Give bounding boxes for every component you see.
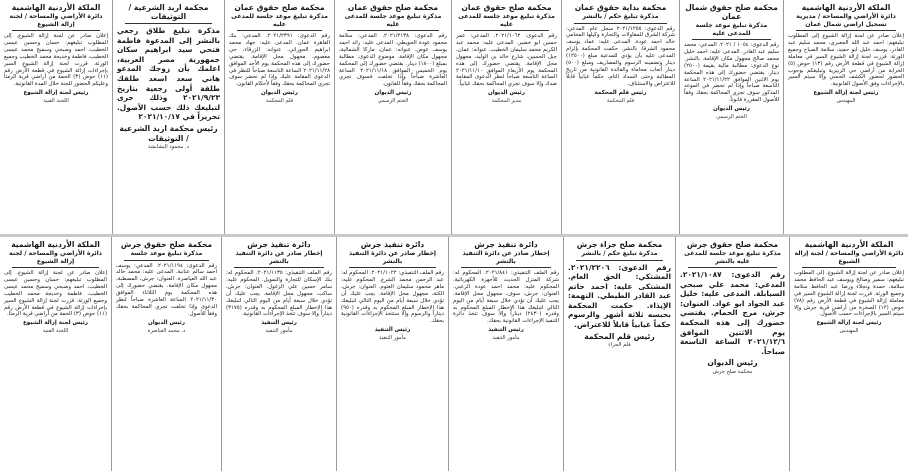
notice-body-text: رقم الدعوى: ٢٠٢١/١٢٥٥ سجل عام. المدعي: شركة الشرق للمقاولات والتجارة وكيلها المحامي خالد احمد عودة. المدعى عليه: عماد يوسف محمود الشرفا. بالنشر. حكمت المحكمة بإلزام المدعى عليه بأن يؤدي للمدعية مبلغ (١٢٥٠٠) دينار وتضمينه الرسوم والمصاريف ومبلغ (٥٠٠) دينار أتعاب محاماة والفائدة القانونية من تاريخ المطالبة وحتى السداد التام، حكماً غيابياً قابلاً للاعتراض والاستئناف. (566, 25, 676, 87)
notice-body-text: رقم الملف التنفيذي: ٢٠٢١/٨٤١. المحكوم له: شركة المنزل الحديث للأجهزة الكهربائية. المحكوم عليه: محمد احمد عودة الزعبي. العنوان: جرش، سوف، مجهول محل الإقامة. يجب عليك أن تؤدي خلال سبعة أيام من اليوم التالي لتبليغك هذا الإخطار المبلغ المحكوم به وقدره (٢٤٣٠) ديناراً وإلا سوف تتخذ دائرة التنفيذ الإجراءات القانونية بحقك. (453, 270, 559, 325)
notice-subtitle: دائرة الأراضي والمساحة / مديرية تسجيل اراضي شمال عمان (796, 13, 896, 28)
notice-stamp-text: مدير المحكمة (491, 98, 522, 105)
notice-stamp-text: مأمور التنفيذ (378, 335, 407, 342)
notice-court-title: محكمة صلح حقوق جرش (686, 240, 779, 249)
notice-signatory: رئيس لجنة إزالة الشيوع (23, 90, 89, 97)
notice-divider (688, 267, 777, 268)
notice-divider (12, 267, 99, 268)
notice-column (783, 0, 908, 234)
notice-column (221, 237, 336, 471)
notice-signatory: رئيس التنفيذ (488, 327, 524, 334)
notice-signatory: رئيس لجنة إزالة الشيوع (22, 320, 89, 327)
notice-stamp-text: مأمور التنفيذ (492, 335, 520, 342)
notice-court-title: دائرة تنفيذ جرش (247, 240, 311, 249)
notice-stamp-text: المهندس (836, 98, 856, 105)
notice-signatory: رئيس الديوان (707, 358, 758, 368)
notice-body-text: رقم الملف التنفيذي: ٢٠٢١/١٠٢٢. المحكوم له: عبد الرحمن محمد الشرع. المحكوم عليه: ماهر محمود سليمان العتوم. العنوان: جرش، الكتة، مجهول محل الإقامة. يجب عليك أن تؤدي خلال سبعة أيام من اليوم التالي لتبليغك هذا الإخطار المبلغ المحكوم به وقدره (٩٥٠) ديناراً والرسوم وإلا ستتخذ الإجراءات القانونية بحقك. (341, 270, 444, 325)
notice-subtitle: مذكرة تبليغ حكم / بالنشر (582, 13, 659, 20)
notice-divider (125, 23, 212, 24)
notice-column (561, 0, 679, 234)
notice-court-title: الملكة الأردنية الهاشمية (801, 3, 891, 12)
notice-signatory: رئيس قلم المحكمة (584, 331, 655, 341)
notice-divider (464, 30, 549, 31)
notice-subtitle: مذكرة تبليغ موعد جلسة للمدعى عليه بالنشر (684, 250, 781, 265)
notice-court-title: محكمة صلح حقوق شمال عمان (685, 3, 778, 21)
notice-body-text: رقم الدعوى: ٢٠٢١/١٠٨٧. المدعي: محمد علي صبحي السبابلة. المدعى عليه: خليل عبد الجواد ابو عواد. العنوان: جرش، مرج الحمام. يقتضي حضورك إلى هذه المحكمة يوم الاثنين الموافق ٢٠٢١/١٢/٦ الساعة التاسعة صباحاً. (680, 270, 785, 356)
notice-court-title: محكمة صلح حقوق عمان (347, 3, 439, 12)
notice-stamp-text: الختم الرسمي (377, 98, 409, 105)
notice-subtitle: إخطار صادر عن دائرة التنفيذ بالنشر (235, 250, 323, 265)
notice-divider (802, 267, 896, 268)
notice-body-text: رقم الدعوى: ٢٠٢١/٢٣٩١. المدعي: بنك القاهرة عمان. المدعى عليه: جهاد محمد ابراهيم الحوراني. عنوانه: الزرقاء، حي معصوم، مجهول محل الإقامة. يقتضي حضورك إلى هذه المحكمة يوم الأحد الموافق ٢٠٢١/١١/٢٨ الساعة التاسعة صباحاً للنظر في الدعوى المقامة عليك وإذا لم تحضر سوف تجري المحاكمة بحقك وفقاً لأحكام القانون. (229, 33, 330, 88)
notice-subtitle: مذكرة تبليغ موعد جلسة للمدعى عليه (231, 13, 328, 28)
notice-signatory: رئيس قلم المحكمة (594, 89, 647, 96)
notice-subtitle: مذكرة تبليغ موعد جلسة للمدعى عليه (458, 13, 555, 28)
notice-court-title: محكمة صلح جزاء جرش (576, 240, 663, 249)
notice-divider (124, 260, 209, 261)
notice-signatory: رئيس الديوان (374, 90, 412, 97)
notice-subtitle: دائرة الأراضي والمساحة / لجنة إزالة الشيوع (794, 250, 904, 265)
notice-stamp-text: قلم المحكمة (265, 98, 294, 105)
notice-signatory: رئيس لجنة إزالة الشيوع (813, 90, 879, 97)
notice-divider (574, 23, 667, 24)
notice-subtitle: دائرة الأراضي والمساحة / لجنة إزالة الشيوع (9, 250, 102, 265)
notice-divider (796, 30, 896, 31)
notice-signatory: رئيس التنفيذ (374, 327, 411, 334)
notice-subtitle: مذكرة تبليغ موعد جلسة (130, 250, 203, 257)
notice-column (334, 0, 451, 234)
notice-stamp-text: اللجنة الفنية (43, 98, 69, 105)
notice-court-title: الملكة الأردنية الهاشمية (11, 3, 101, 12)
notice-signatory: رئيس التنفيذ (261, 320, 297, 327)
notice-court-title: الملكة الأردنية الهاشمية (804, 240, 894, 249)
notice-column (111, 237, 221, 471)
notice-column (0, 237, 111, 471)
notice-divider (692, 39, 771, 40)
notice-column (563, 237, 675, 471)
notice-stamp-text: د. محمود البشابشة (147, 144, 190, 151)
notice-subtitle: مذكرة تبليغ موعد جلسة للمدعى عليه (695, 22, 768, 37)
notice-subtitle: إخطار صادر عن دائرة التنفيذ بالنشر (348, 250, 437, 265)
notice-column (0, 0, 112, 234)
notice-body-text: رقم الملف التنفيذي: ٢٠٢١/١١٣٥. المحكوم له: بنك الإسكان للتجارة والتمويل. المحكوم عليه: سامر حسين علي الزغول. العنوان: جرش، ساكب، مجهول محل الإقامة. يجب عليك أن تؤدي خلال سبعة أيام من اليوم التالي لتبليغك هذا الإخطار المبلغ المحكوم به وقدره (٣١٧٥) ديناراً وإلا سوف تتخذ الإجراءات القانونية. (226, 270, 332, 318)
notice-court-title: محكمة بداية حقوق عمان (574, 3, 667, 12)
notice-body-text: رقم الدعوى: ١٠٥٤ / ٢٠٢١. المدعي: محمد سليم عبد القادر. المدعى عليه: احمد خليل محمد صالح مجهول مكان الإقامة. بالنشر. نوع الدعوى: مطالبة مالية بقيمة (٢٥٠٠) دينار. يقتضي حضورك إلى هذه المحكمة يوم الاثنين الموافق ٢٠٢١/١١/٢٢ الساعة التاسعة صباحاً وإذا لم تحضر في الموعد المذكور سوف تجري المحاكمة بحقك وفقاً للأصول المقررة قانوناً. (684, 42, 779, 104)
notice-column (448, 237, 563, 471)
notice-stamp-text: الختم الرسمي (716, 114, 747, 121)
notice-court-title: محكمة اربد الشرعية / التوثيقات (128, 3, 209, 21)
notice-stamp-text: مأمور التنفيذ (265, 328, 293, 335)
notice-body-text: إعلان صادر عن لجنة إزالة الشيوع. إلى المطلوب تبليغهم: حسان وحسين عيسى الخطيب، احمد وصبحي وسميح محمد عيسى الخطيب، فاطمة وخديجة محمد الخطيب وجميع الورثة. قررت لجنة إزالة الشيوع السير بإجراءات إزالة الشيوع في قطعة الأرض رقم (١١) حوض (٣) الحمة من أراضي قرية الرمثا. (4, 270, 107, 318)
notice-column (451, 0, 561, 234)
notice-body-text: رقم الدعوى: ٢٠٢١/٢١٣٨. المدعي: سلامة محمود عودة الحويطي. المدعى عليه: رائد احمد يوسف عوض. عنوانه: عمان، ماركا الشمالية، مجهول مكان الإقامة. موضوع الدعوى: مطالبة بمبلغ (١٨٠٠) دينار. يقتضي حضورك إلى المحكمة يوم الخميس الموافق ٢٠٢١/١١/١٨ الساعة العاشرة صباحاً وإذا تخلفت فسوف تجري المحاكمة بحقك وفقاً للقانون. (339, 33, 448, 88)
notice-signatory: رئيس الديوان (260, 90, 298, 97)
notice-divider (349, 267, 436, 268)
notice-column (679, 0, 783, 234)
notice-body-text: إعلان صادر عن لجنة إزالة الشيوع إلى المطلوب تبليغهم: احمد عبد الله الجعبري، محمد سليم عبد القادر، يوسف خليل ابو حميد، سلامة الصباح وجميع الورثة. قررت لجنة إزالة الشيوع السير في معاملة إزالة الشيوع في قطعة الأرض رقم (١٣) حوض (٥) الخرابة من أراضي حي الزبيرية وتبليغكم بوجوب الحضور لحضور الكشف الحسي وإلا سيتم السير بالإجراءات وفق الأصول القانونية. (788, 33, 904, 88)
notice-court-title: دائرة تنفيذ جرش (360, 240, 425, 249)
notice-stamp-text: محكمة صلح جرش (712, 368, 753, 375)
notice-subtitle: مذكرة تبليغ حكم / بالنشر (581, 250, 658, 257)
notice-stamp-text: اللجنة الفنية (42, 328, 69, 335)
notice-divider (576, 260, 663, 261)
notice-column (675, 237, 789, 471)
notice-stamp-text: المهندس (839, 328, 859, 335)
notice-stamp-text: قلم المحكمة (606, 97, 635, 104)
notice-court-title: الملكة الأردنية الهاشمية (11, 240, 100, 249)
notice-subtitle: دائرة الأراضي والمساحة / لجنة إزالة الشيوع (9, 13, 103, 28)
notice-signatory: رئيس الديوان (712, 106, 750, 113)
notice-court-title: محكمة صلح حقوق عمان (234, 3, 325, 12)
notice-body-text: رقم الدعوى: ٢٠٢١/٢٢٠٦. المشتكي: الحق العام. المشتكى عليه: احمد حاتم عبد القادر الطيطي. التهمة: الإيذاء. حكمت المحكمة بحبسه ثلاثة أشهر والرسوم حكماً غيابياً قابلاً للاعتراض. (568, 262, 671, 330)
notice-stamp-text: د. محمد العياصرة (147, 327, 186, 334)
notice-divider (234, 267, 324, 268)
notice-body-text: مذكرة تبليغ طلاق رجعي بالنشر إلى المدعوة فاطمة فتحي سيد ابراهيم سكان جمهورية مصر العربية، اعلمك بأن زوجك المدعو هاني سعد اسعد طلقك طلقة أولى رجعية بتاريخ ٢٠٢١/٩/٢٣ وذلك جرى لتبليغك ذلك حسب الأصول. تحريراً في ٢٠٢١/١٠/١٧ (117, 26, 220, 122)
notice-column (224, 0, 334, 234)
notices-row-top (0, 0, 908, 234)
notice-signatory: رئيس الديوان (147, 319, 185, 326)
notice-divider (461, 267, 551, 268)
notice-body-text: رقم الدعوى: ٢٠٢١/١٠٦٢. المدعي: عمر حسين ابو خضير. المدعى عليه: محمد عبد الكريم محمد سليمان الخطيب. عنوانه: عمان، جبل الحسين، شارع خالد بن الوليد، مجهول محل الإقامة. يقتضي حضورك إلى هذه المحكمة يوم الأربعاء الموافق ٢٠٢١/١١/١٠ الساعة التاسعة صباحاً لنظر الدعوى المقامة ضدك وإلا سوف تجري المحاكمة بحقك غيابياً. (456, 33, 557, 88)
notice-court-title: دائرة تنفيذ جرش (474, 240, 538, 249)
notice-column (789, 237, 908, 471)
notice-column (336, 237, 448, 471)
notices-row-bottom (0, 237, 908, 471)
notice-column (112, 0, 224, 234)
notice-signatory: رئيس الديوان (487, 90, 525, 97)
notice-subtitle: مذكرة تبليغ موعد جلسة للمدعى عليه (344, 13, 442, 28)
notice-body-text: رقم الدعوى: ٢٠٢١/١١٩٤. المدعي: يوسف احمد سالم عنانبة. المدعى عليه: محمد خالد عبد الله العياصرة. العنوان: جرش، المصطبة، مجهول مكان الإقامة. يقتضي حضورك إلى هذه المحكمة يوم الثلاثاء الموافق ٢٠٢١/١١/٣٠ الساعة العاشرة صباحاً لنظر الدعوى وإذا تخلفت تجري المحاكمة بحقك وفقاً للأصول. (116, 262, 218, 317)
notice-body-text: إعلان صادر عن لجنة إزالة الشيوع. إلى المطلوب تبليغهم: حسان وحسين عيسى الخطيب، احمد وصبحي وسميح محمد عيسى الخطيب، فاطمة وخديجة محمد الخطيب وجميع الورثة. قررت لجنة إزالة الشيوع السير بإجراءات إزالة الشيوع في قطعة الأرض رقم (١١) حوض (٣) الحمة من أراضي قرية الرمثا وعليكم الحضور للجنة خلال المدة القانونية. (4, 33, 108, 88)
notice-court-title: محكمة صلح حقوق جرش (120, 240, 213, 249)
notice-court-title: محكمة صلح حقوق عمان (461, 3, 552, 12)
notice-divider (12, 30, 100, 31)
notice-signatory: رئيس لجنة إزالة الشيوع (816, 320, 882, 327)
notice-body-text: إعلان صادر عن لجنة إزالة الشيوع. إلى المطلوب تبليغهم: سمير وصالح ويوسف عبد الحافظ محمد سلامة، حمدة ونجلاء ورضا عبد الحافظ سلامة وجميع الورثة. قررت لجنة إزالة الشيوع السير في معاملة إزالة الشيوع في قطعة الأرض رقم (٧٨) حوض (١٢) الصخرة من أراضي قرية جرش وإلا سيتم السير بالإجراءات حسب الأصول. (794, 270, 904, 318)
notice-signatory: رئيس محكمة اربد الشرعية / التوثيقات (119, 123, 218, 143)
notice-stamp-text: قلم الجزاء (608, 342, 631, 349)
notice-divider (347, 30, 439, 31)
notice-divider (237, 30, 322, 31)
notice-subtitle: إخطار صادر عن دائرة التنفيذ بالنشر (462, 250, 550, 265)
